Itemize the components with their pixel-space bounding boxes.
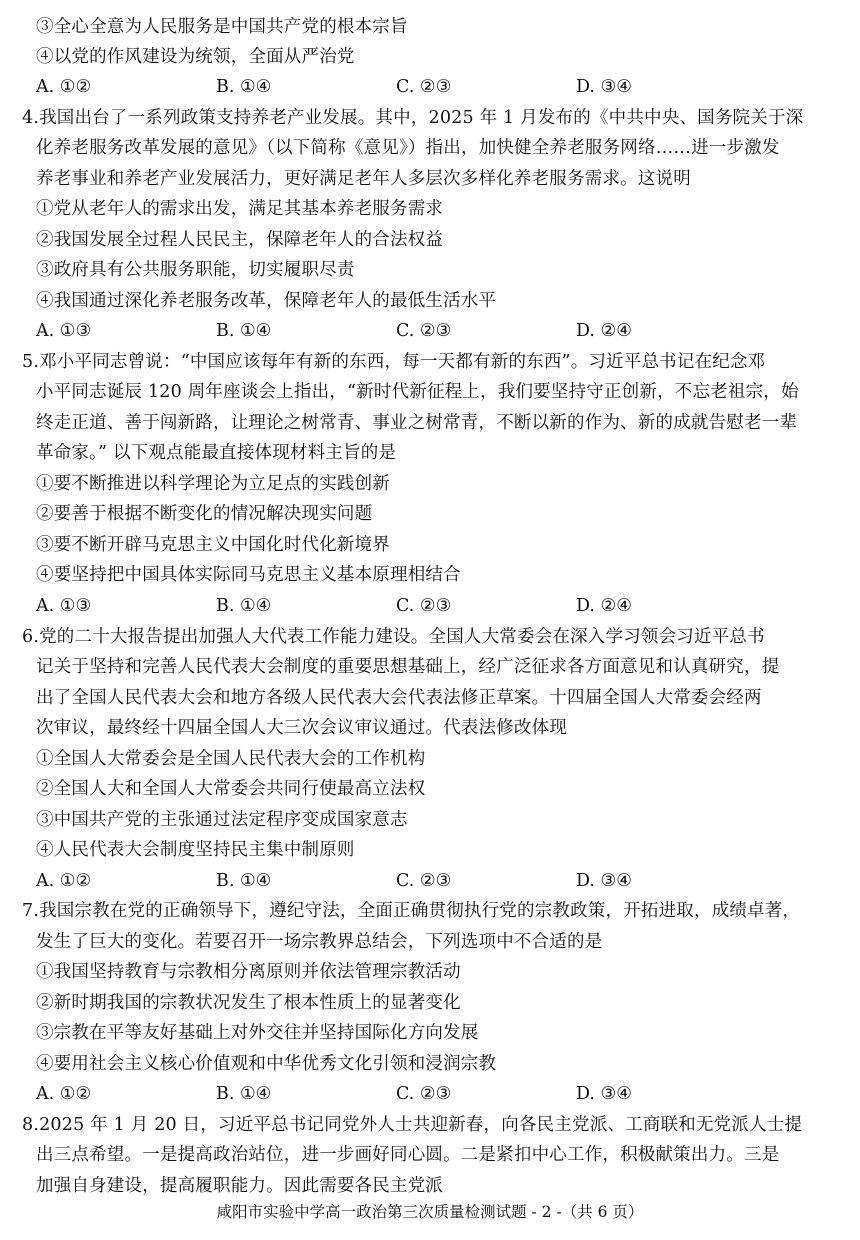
option-statement: ③政府具有公共服务职能，切实履职尽责 <box>36 260 355 280</box>
question-5-stem: 小平同志诞辰 120 周年座谈会上指出，“新时代新征程上，我们要坚持守正创新，不忘老祖宗，始 <box>36 382 799 402</box>
option-statement: ①要不断推进以科学理论为立足点的实践创新 <box>36 474 390 494</box>
choice-a[interactable]: A. ①② <box>36 77 92 97</box>
question-5-stem: 5.邓小平同志曾说：“中国应该每年有新的东西，每一天都有新的东西”。习近平总书记在纪念邓 <box>22 352 766 372</box>
question-4-stem: 化养老服务改革发展的意见》（以下简称《意见》）指出，加快健全养老服务网络……进一步激发 <box>36 138 780 158</box>
question-8-stem: 出三点希望。一是提高政治站位，进一步画好同心圆。二是紧扣中心工作，积极献策出力。三是 <box>36 1145 780 1165</box>
option-statement: ②全国人大和全国人大常委会共同行使最高立法权 <box>36 779 426 799</box>
choice-d[interactable]: D. ③④ <box>576 1084 632 1104</box>
question-8-stem: 8.2025 年 1 月 20 日，习近平总书记同党外人士共迎新春，向各民主党派、工商联和无党派人士提 <box>22 1115 803 1135</box>
choice-d[interactable]: D. ②④ <box>576 596 632 616</box>
question-6-stem: 记关于坚持和完善人民代表大会制度的重要思想基础上，经广泛征求各方面意见和认真研究，提 <box>36 657 780 677</box>
question-5-stem: 终走正道、善于闯新路，让理论之树常青、事业之树常青，不断以新的作为、新的成就告慰老一辈 <box>36 413 798 433</box>
choice-c[interactable]: C. ②③ <box>396 1084 452 1104</box>
question-8-stem: 加强自身建设，提高履职能力。因此需要各民主党派 <box>36 1176 444 1196</box>
option-statement: ①全国人大常委会是全国人民代表大会的工作机构 <box>36 749 426 769</box>
question-6-stem: 出了全国人民代表大会和地方各级人民代表大会代表法修正草案。十四届全国人大常委会经两 <box>36 688 762 708</box>
answer-choices-q7 <box>36 1079 836 1109</box>
answer-choices-q4 <box>36 316 836 346</box>
choice-b[interactable]: B. ①④ <box>216 77 272 97</box>
question-7-stem: 7.我国宗教在党的正确领导下，遵纪守法，全面正确贯彻执行党的宗教政策，开拓进取，成绩卓著， <box>22 901 801 921</box>
option-statement: ③要不断开辟马克思主义中国化时代化新境界 <box>36 535 390 555</box>
option-statement: ④要坚持把中国具体实际同马克思主义基本原理相结合 <box>36 565 461 585</box>
choice-c[interactable]: C. ②③ <box>396 596 452 616</box>
question-6-stem: 次审议，最终经十四届全国人大三次会议审议通过。代表法修改体现 <box>36 718 567 738</box>
option-statement: ④我国通过深化养老服务改革，保障老年人的最低生活水平 <box>36 291 497 311</box>
page-footer: 咸阳市实验中学高一政治第三次质量检测试题 - 2 -（共 6 页） <box>216 1203 644 1221</box>
option-statement: ④以党的作风建设为统领，全面从严治党 <box>36 47 355 67</box>
choice-c[interactable]: C. ②③ <box>396 321 452 341</box>
question-5-stem: 革命家。” 以下观点能最直接体现材料主旨的是 <box>36 443 397 463</box>
answer-choices-q6 <box>36 866 836 896</box>
choice-a[interactable]: A. ①③ <box>36 321 92 341</box>
answer-choices-q5 <box>36 591 836 621</box>
choice-a[interactable]: A. ①② <box>36 871 92 891</box>
option-statement: ②我国发展全过程人民民主，保障老年人的合法权益 <box>36 230 444 250</box>
option-statement: ①党从老年人的需求出发，满足其基本养老服务需求 <box>36 199 444 219</box>
choice-b[interactable]: B. ①④ <box>216 596 272 616</box>
choice-d[interactable]: D. ③④ <box>576 77 632 97</box>
question-4-stem: 养老事业和养老产业发展活力，更好满足老年人多层次多样化养老服务需求。这说明 <box>36 169 691 189</box>
choice-c[interactable]: C. ②③ <box>396 77 452 97</box>
choice-b[interactable]: B. ①④ <box>216 1084 272 1104</box>
question-6-stem: 6.党的二十大报告提出加强人大代表工作能力建设。全国人大常委会在深入学习领会习近平总书 <box>22 627 765 647</box>
option-statement: ④要用社会主义核心价值观和中华优秀文化引领和浸润宗教 <box>36 1054 497 1074</box>
answer-choices-q3 <box>36 72 836 102</box>
choice-b[interactable]: B. ①④ <box>216 321 272 341</box>
choice-d[interactable]: D. ③④ <box>576 871 632 891</box>
option-statement: ②要善于根据不断变化的情况解决现实问题 <box>36 504 373 524</box>
choice-b[interactable]: B. ①④ <box>216 871 272 891</box>
option-statement: ③中国共产党的主张通过法定程序变成国家意志 <box>36 810 408 830</box>
option-statement: ③宗教在平等友好基础上对外交往并坚持国际化方向发展 <box>36 1023 479 1043</box>
option-statement: ③全心全意为人民服务是中国共产党的根本宗旨 <box>36 17 408 37</box>
choice-c[interactable]: C. ②③ <box>396 871 452 891</box>
option-statement: ④人民代表大会制度坚持民主集中制原则 <box>36 840 355 860</box>
question-7-stem: 发生了巨大的变化。若要召开一场宗教界总结会，下列选项中不合适的是 <box>36 932 603 952</box>
choice-a[interactable]: A. ①③ <box>36 596 92 616</box>
option-statement: ②新时期我国的宗教状况发生了根本性质上的显著变化 <box>36 993 461 1013</box>
option-statement: ①我国坚持教育与宗教相分离原则并依法管理宗教活动 <box>36 962 461 982</box>
choice-d[interactable]: D. ②④ <box>576 321 632 341</box>
choice-a[interactable]: A. ①② <box>36 1084 92 1104</box>
question-4-stem: 4.我国出台了一系列政策支持养老产业发展。其中，2025 年 1 月发布的《中共中央、国务院关于深 <box>22 108 804 128</box>
